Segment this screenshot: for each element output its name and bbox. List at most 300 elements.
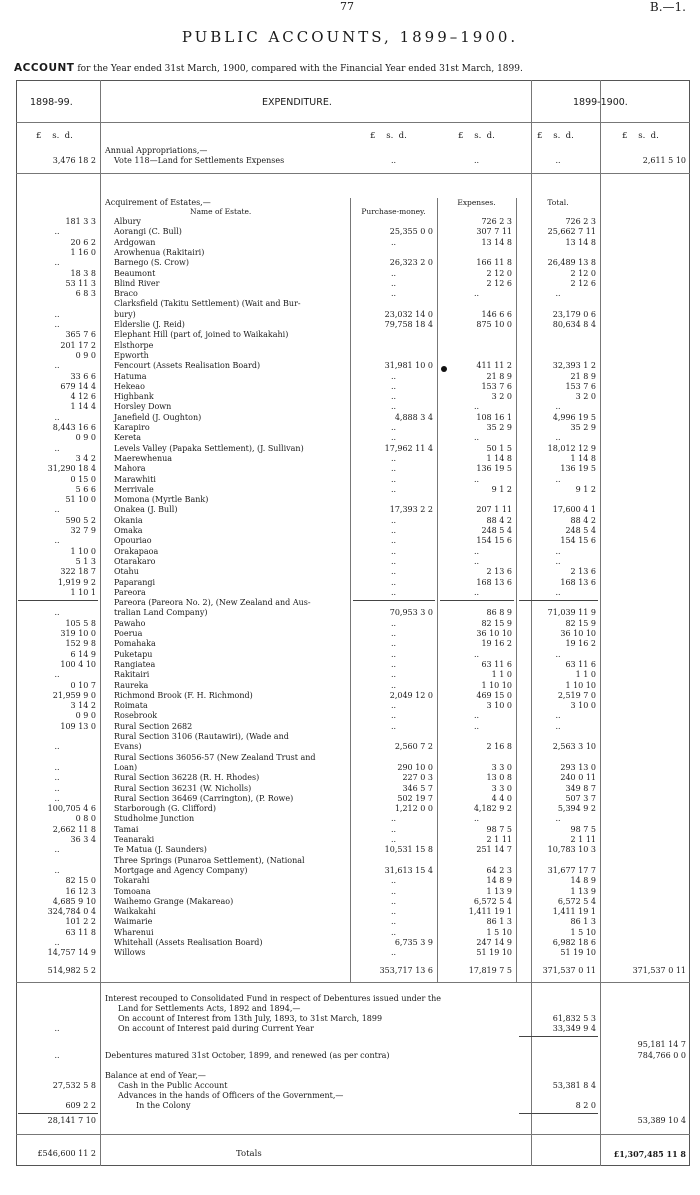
- estate-name: Rural Section 36228 (R. H. Rhodes): [114, 773, 260, 783]
- estates-total-total: 371,537 0 11: [542, 966, 596, 975]
- estate-pm: ..: [390, 567, 397, 577]
- estate-tot: 17,600 4 1: [552, 505, 596, 515]
- estate-pm: ..: [390, 546, 397, 556]
- annual-prev: 3,476 18 2: [52, 156, 96, 165]
- estate-prev: 8,443 16 6: [52, 423, 96, 432]
- estate-pm: ..: [390, 392, 397, 402]
- estate-tot: 1,411 19 1: [552, 907, 596, 917]
- estate-tot: 507 3 7: [565, 793, 596, 803]
- estate-tot: ..: [555, 546, 561, 556]
- estate-name: Te Matua (J. Saunders): [114, 845, 207, 855]
- estate-tot: 35 2 9: [570, 423, 596, 432]
- estate-pm: 2,560 7 2: [394, 742, 433, 752]
- estate-pm: ..: [390, 639, 397, 649]
- column-rule: [600, 80, 601, 1166]
- colony-prev: 609 2 2: [65, 1101, 96, 1110]
- estate-pm: ..: [390, 876, 397, 886]
- estate-prev: 14,757 14 9: [47, 948, 96, 958]
- estate-pm: ..: [390, 556, 397, 566]
- estate-prev: 4,685 9 10: [52, 896, 96, 906]
- estate-pm: ..: [390, 536, 397, 546]
- estate-prev: 82 15 0: [65, 876, 96, 886]
- estate-prev: 201 17 2: [60, 340, 96, 350]
- estate-name: Tomoana: [114, 886, 151, 896]
- estate-pm: ..: [390, 670, 397, 680]
- estate-pm: ..: [390, 237, 397, 247]
- estate-prev: 16 12 3: [65, 886, 96, 896]
- estate-pm: ..: [390, 268, 397, 278]
- estate-name: Rural Section 36469 (Carrington), (P. Rowe): [114, 793, 294, 803]
- estate-ex: 108 16 1: [476, 412, 512, 422]
- estate-name: Merrivale: [114, 484, 154, 494]
- estate-prev: 181 3 3: [65, 217, 96, 226]
- interest-curr: 95,181 14 7: [637, 1040, 686, 1049]
- estate-prev: ..: [54, 227, 60, 237]
- estate-name: Roimata: [114, 701, 148, 711]
- estate-prev: 53 11 3: [65, 278, 96, 288]
- estate-prev: 105 5 8: [65, 618, 96, 628]
- estate-prev: 1 10 0: [70, 546, 96, 556]
- estate-prev: 590 5 2: [65, 515, 96, 525]
- estate-prev: 0 9 0: [75, 433, 96, 443]
- estate-tot: 23,179 0 6: [552, 309, 596, 319]
- estate-prev: 0 10 7: [70, 680, 96, 690]
- estate-ex: 6,572 5 4: [473, 896, 512, 906]
- estate-ex: 136 19 5: [476, 464, 512, 474]
- estate-ex: 35 2 9: [486, 423, 512, 432]
- estate-ex: 4,182 9 2: [473, 804, 512, 814]
- estate-prev: 63 11 8: [65, 927, 96, 937]
- estates-total-prev: 514,982 5 2: [47, 966, 96, 975]
- interest-line-2: Land for Settlements Acts, 1892 and 1894,—: [118, 1004, 301, 1013]
- estate-name: Karapiro: [114, 423, 150, 432]
- totals-label: Totals: [236, 1149, 262, 1159]
- estate-tot: 86 1 3: [570, 917, 596, 927]
- total-header: Total.: [547, 198, 569, 207]
- estate-ex: 2 1 11: [486, 835, 512, 844]
- estate-name: Paparangi: [114, 577, 156, 587]
- colony-value: 8 2 0: [575, 1101, 596, 1110]
- estate-ex: ..: [473, 433, 480, 443]
- debentures-prev: ..: [54, 1051, 60, 1060]
- estate-ex: 64 2 3: [486, 865, 512, 875]
- estate-prev: 4 12 6: [70, 392, 96, 402]
- estate-name: Teanaraki: [114, 835, 155, 844]
- debentures-curr: 784,766 0 0: [637, 1051, 686, 1060]
- estate-tot: 31,677 17 7: [547, 865, 596, 875]
- estate-prev: 0 8 0: [75, 814, 96, 824]
- annual-label: Annual Appropriations,—: [105, 146, 208, 155]
- estate-ex: 251 14 7: [476, 845, 512, 855]
- cash-value: 53,381 8 4: [552, 1081, 596, 1090]
- estate-prev: ..: [54, 845, 60, 855]
- interest-line-4: On account of Interest paid during Current Year: [118, 1024, 314, 1033]
- estate-name: Rural Section 2682: [114, 721, 193, 731]
- estate-name: Ardgowan: [114, 237, 156, 247]
- empty-cell: ..: [473, 156, 480, 165]
- estate-ex: 98 7 5: [486, 824, 512, 834]
- estate-prev: ..: [54, 536, 60, 546]
- estate-pm: ..: [390, 948, 397, 958]
- estate-tot: 63 11 6: [565, 659, 596, 669]
- estate-prev: 0 15 0: [70, 474, 96, 484]
- estate-tot: 51 19 10: [560, 948, 596, 958]
- estate-ex: 3 10 0: [486, 701, 512, 711]
- estate-tot: 1 13 9: [570, 886, 596, 896]
- estate-ex: 1 14 8: [486, 453, 512, 463]
- estates-total-curr: 371,537 0 11: [632, 966, 686, 975]
- estate-name: Momona (Myrtle Bank): [114, 495, 209, 505]
- estate-ex: 13 14 8: [481, 237, 512, 247]
- estate-prev: 365 7 6: [65, 330, 96, 340]
- estate-prev: 3 4 2: [75, 453, 96, 463]
- estate-prev: 1 14 4: [70, 402, 96, 412]
- page-number: 77: [340, 0, 354, 13]
- estate-tot: 71,039 11 9: [547, 608, 596, 618]
- estate-pm: ..: [390, 474, 397, 484]
- estate-pm: ..: [390, 433, 397, 443]
- estate-name: Rural Section 3106 (Rautawiri), (Wade and: [114, 732, 289, 741]
- estate-ex: 19 16 2: [481, 639, 512, 649]
- estate-ex: 3 3 0: [491, 762, 512, 772]
- estate-prev: 32 7 9: [70, 526, 96, 535]
- estate-ex: ..: [473, 474, 480, 484]
- estate-ex: 13 0 8: [486, 773, 512, 783]
- cash-label: Cash in the Public Account: [118, 1081, 228, 1090]
- estate-name: Hatuma: [114, 371, 147, 381]
- estate-prev: ..: [54, 505, 60, 515]
- empty-cell: ..: [390, 156, 397, 165]
- advances-label: Advances in the hands of Officers of the Government,—: [118, 1091, 344, 1100]
- estate-pm: 70,953 3 0: [389, 608, 433, 618]
- estate-ex: 14 8 9: [486, 876, 512, 886]
- estate-prev: ..: [54, 742, 60, 752]
- estate-tot: 153 7 6: [565, 381, 596, 391]
- estate-name: bury): [114, 309, 136, 319]
- estate-tot: ..: [555, 721, 561, 731]
- estate-pm: ..: [390, 649, 397, 659]
- estate-ex: ..: [473, 402, 480, 412]
- estate-tot: ..: [555, 433, 561, 443]
- expenses-header: Expenses.: [457, 198, 496, 207]
- estate-prev: 51 10 0: [65, 495, 96, 505]
- estate-tot: 136 19 5: [560, 464, 596, 474]
- estate-pm: ..: [390, 402, 397, 412]
- estate-ex: 86 1 3: [486, 917, 512, 927]
- estate-tot: ..: [555, 402, 561, 412]
- estate-pm: ..: [390, 371, 397, 381]
- estate-ex: 51 19 10: [476, 948, 512, 958]
- estate-name: Tokarahi: [114, 876, 150, 886]
- estate-name: Willows: [114, 948, 146, 958]
- estate-name: Rangiatea: [114, 659, 156, 669]
- estate-pm: 346 5 7: [402, 783, 433, 793]
- estate-ex: 411 11 2: [476, 361, 512, 371]
- estate-name: Tamai: [114, 824, 139, 834]
- estate-pm: ..: [390, 835, 397, 844]
- estate-name: Mortgage and Agency Company): [114, 865, 248, 875]
- estate-pm: 10,531 15 8: [384, 845, 433, 855]
- estate-pm: ..: [390, 526, 397, 535]
- estate-tot: ..: [555, 556, 561, 566]
- estate-pm: ..: [390, 484, 397, 494]
- estate-prev: 100 4 10: [60, 659, 96, 669]
- estate-name: Rural Sections 36056-57 (New Zealand Trust and: [114, 752, 316, 762]
- estate-name: Horsley Down: [114, 402, 172, 412]
- estate-prev: 1 10 1: [70, 587, 96, 597]
- estate-ex: 875 10 0: [476, 320, 512, 329]
- estate-pm: ..: [390, 453, 397, 463]
- estate-ex: 3 2 0: [491, 392, 512, 402]
- estate-tot: 240 0 11: [560, 773, 596, 783]
- balance-curr: 53,389 10 4: [637, 1116, 686, 1125]
- estate-ex: 1 13 9: [486, 886, 512, 896]
- estate-tot: 2 13 6: [570, 567, 596, 577]
- estate-prev: 100,705 4 6: [47, 804, 96, 814]
- estate-pm: 17,962 11 4: [384, 443, 433, 453]
- estate-pm: ..: [390, 907, 397, 917]
- estate-pm: 31,981 10 0: [384, 361, 433, 371]
- estate-prev: ..: [54, 793, 60, 803]
- estate-name: Pareora (Pareora No. 2), (New Zealand and Aus-: [114, 598, 311, 608]
- estate-name: Elephant Hill (part of, joined to Waikakahi): [114, 330, 289, 340]
- estate-pm: ..: [390, 927, 397, 937]
- estate-tot: 14 8 9: [570, 876, 596, 886]
- estate-ex: 2 12 0: [486, 268, 512, 278]
- estate-name: Barnego (S. Crow): [114, 258, 189, 268]
- estate-pm: ..: [390, 289, 397, 299]
- sum-rule: [353, 600, 435, 601]
- estate-name: Highbank: [114, 392, 154, 402]
- estate-pm: ..: [390, 587, 397, 597]
- estates-total-expenses: 17,819 7 5: [468, 966, 512, 975]
- estate-tot: 1 10 10: [565, 680, 596, 690]
- estate-ex: 247 14 9: [476, 938, 512, 947]
- estate-prev: ..: [54, 670, 60, 680]
- estate-prev: 5 6 6: [75, 484, 96, 494]
- estate-name: Orakapaoa: [114, 546, 159, 556]
- estate-tot: ..: [555, 587, 561, 597]
- estate-tot: 2 1 11: [570, 835, 596, 844]
- empty-cell: ..: [555, 156, 561, 165]
- estate-prev: ..: [54, 412, 60, 422]
- estates-total-purchase: 353,717 13 6: [379, 966, 433, 975]
- estate-tot: 13 14 8: [565, 237, 596, 247]
- acquirement-label: Acquirement of Estates,—: [105, 198, 211, 207]
- estate-pm: 26,323 2 0: [389, 258, 433, 268]
- estate-prev: 2,662 11 8: [52, 824, 96, 834]
- estate-name: Pareora: [114, 587, 146, 597]
- estate-tot: 80,634 8 4: [552, 320, 596, 329]
- estate-pm: 502 19 7: [397, 793, 433, 803]
- estate-pm: 290 10 0: [397, 762, 433, 772]
- estate-prev: 322 18 7: [60, 567, 96, 577]
- prev-year-header: 1898-99.: [30, 97, 73, 108]
- estate-ex: 168 13 6: [476, 577, 512, 587]
- estate-prev: 679 14 4: [60, 381, 96, 391]
- header-rule: [16, 122, 690, 123]
- estate-ex: ..: [473, 587, 480, 597]
- estate-ex: 207 1 11: [476, 505, 512, 515]
- estate-tot: 2 12 0: [570, 268, 596, 278]
- balance-label: Balance at end of Year,—: [105, 1071, 206, 1080]
- estate-prev: ..: [54, 938, 60, 947]
- estate-name: Waikakahi: [114, 907, 156, 917]
- estate-pm: ..: [390, 896, 397, 906]
- estate-pm: ..: [390, 824, 397, 834]
- purchase-header: Purchase-money.: [361, 207, 426, 216]
- estate-name: Studholme Junction: [114, 814, 195, 824]
- estate-prev: ..: [54, 443, 60, 453]
- estate-pm: ..: [390, 381, 397, 391]
- estate-tot: 9 1 2: [575, 484, 596, 494]
- estate-name: Clarksfield (Takitu Settlement) (Wait and Bur-: [114, 299, 301, 309]
- estate-name: Fencourt (Assets Realisation Board): [114, 361, 261, 371]
- estate-ex: 146 6 6: [481, 309, 512, 319]
- estate-ex: 21 8 9: [486, 371, 512, 381]
- estate-pm: ..: [390, 577, 397, 587]
- lsd-header: £ s. d.: [370, 131, 407, 141]
- estate-prev: ..: [54, 258, 60, 268]
- estate-pm: ..: [390, 917, 397, 927]
- estate-name: Pawaho: [114, 618, 146, 628]
- estate-ex: 4 4 0: [491, 793, 512, 803]
- estate-tot: 26,489 13 8: [547, 258, 596, 268]
- estate-ex: 9 1 2: [491, 484, 512, 494]
- estate-prev: 3 14 2: [70, 701, 96, 711]
- sum-rule: [519, 1113, 598, 1114]
- estate-name: Three Springs (Punaroa Settlement), (National: [114, 855, 305, 865]
- estate-prev: 324,784 0 4: [47, 907, 96, 917]
- estate-pm: ..: [390, 886, 397, 896]
- estate-prev: 319 10 0: [60, 629, 96, 638]
- estate-tot: 36 10 10: [560, 629, 596, 638]
- sum-rule: [18, 600, 98, 601]
- estate-name: Hekeao: [114, 381, 145, 391]
- estate-name: Elsthorpe: [114, 340, 154, 350]
- estate-pm: 4,888 3 4: [394, 412, 433, 422]
- estate-prev: 6 8 3: [75, 289, 96, 299]
- estate-tot: 18,012 12 9: [547, 443, 596, 453]
- estate-name: Blind River: [114, 278, 160, 288]
- interest-value-1: 61,832 5 3: [552, 1014, 596, 1023]
- estate-pm: 6,735 3 9: [394, 938, 433, 947]
- estate-name: Janefield (J. Oughton): [114, 412, 202, 422]
- estate-name: Loan): [114, 762, 138, 772]
- estate-name: Richmond Brook (F. H. Richmond): [114, 690, 253, 700]
- estate-prev: 0 9 0: [75, 350, 96, 360]
- estate-name: Evans): [114, 742, 142, 752]
- estate-tot: 4,996 19 5: [552, 412, 596, 422]
- estate-tot: 6,572 5 4: [557, 896, 596, 906]
- ink-dot: [441, 366, 447, 372]
- totals-curr: £1,307,485 11 8: [613, 1149, 686, 1159]
- balance-prev-total: 28,141 7 10: [47, 1116, 96, 1125]
- estate-ex: ..: [473, 546, 480, 556]
- estate-pm: ..: [390, 721, 397, 731]
- lsd-header: £ s. d.: [622, 131, 659, 141]
- estate-ex: 63 11 6: [481, 659, 512, 669]
- sum-rule: [519, 600, 598, 601]
- estate-tot: 1 5 10: [570, 927, 596, 937]
- estate-pm: ..: [390, 629, 397, 638]
- estate-tot: 3 10 0: [570, 701, 596, 711]
- estate-prev: 101 2 2: [65, 917, 96, 927]
- estate-name: Omaka: [114, 526, 143, 535]
- estate-prev: ..: [54, 608, 60, 618]
- estate-pm: 1,212 0 0: [394, 804, 433, 814]
- estate-ex: 88 4 2: [486, 515, 512, 525]
- empty-cell: ..: [54, 1024, 60, 1033]
- estate-name: Braco: [114, 289, 138, 299]
- estate-name: Poerua: [114, 629, 143, 638]
- estate-prev: 21,959 9 0: [52, 690, 96, 700]
- estate-tot: 88 4 2: [570, 515, 596, 525]
- section-rule: [16, 173, 690, 174]
- estate-prev: 36 3 4: [70, 835, 96, 844]
- estate-ex: 3 3 0: [491, 783, 512, 793]
- estate-name: Arowhenua (Rakitairi): [114, 247, 205, 257]
- debentures-label: Debentures matured 31st October, 1899, and renewed (as per contra): [105, 1051, 390, 1060]
- estate-pm: ..: [390, 680, 397, 690]
- estate-ex: 153 7 6: [481, 381, 512, 391]
- lsd-header: £ s. d.: [458, 131, 495, 141]
- estate-name: Otarakaro: [114, 556, 156, 566]
- estate-prev: ..: [54, 309, 60, 319]
- estate-tot: 21 8 9: [570, 371, 596, 381]
- sum-rule: [519, 1036, 598, 1037]
- estate-ex: 82 15 9: [481, 618, 512, 628]
- estate-ex: 726 2 3: [481, 217, 512, 226]
- estate-ex: 2 13 6: [486, 567, 512, 577]
- estate-name: Pomahaka: [114, 639, 156, 649]
- estate-ex: 1,411 19 1: [468, 907, 512, 917]
- estate-name: Raureka: [114, 680, 149, 690]
- estate-tot: ..: [555, 289, 561, 299]
- estate-tot: 2 12 6: [570, 278, 596, 288]
- estate-tot: ..: [555, 474, 561, 484]
- estate-tot: 154 15 6: [560, 536, 596, 546]
- estate-ex: ..: [473, 649, 480, 659]
- estate-ex: 1 5 10: [486, 927, 512, 937]
- estate-tot: 98 7 5: [570, 824, 596, 834]
- estate-ex: ..: [473, 556, 480, 566]
- estate-name: Aorangi (C. Bull): [114, 227, 182, 237]
- estate-name: Maerewhenua: [114, 453, 173, 463]
- estate-tot: 3 2 0: [575, 392, 596, 402]
- estate-name: Waimarie: [114, 917, 153, 927]
- estate-tot: 25,662 7 11: [547, 227, 596, 237]
- estate-prev: 33 6 6: [70, 371, 96, 381]
- estate-name: Wharenui: [114, 927, 154, 937]
- column-rule: [100, 80, 101, 1166]
- estate-tot: 19 16 2: [565, 639, 596, 649]
- lsd-header: £ s. d.: [537, 131, 574, 141]
- estate-pm: ..: [390, 711, 397, 721]
- estate-prev: 20 6 2: [70, 237, 96, 247]
- annual-vote: Vote 118—Land for Settlements Expenses: [114, 156, 285, 165]
- estate-pm: 17,393 2 2: [389, 505, 433, 515]
- estate-name: Kereta: [114, 433, 142, 443]
- lsd-header: £ s. d.: [36, 131, 73, 141]
- estate-ex: 2 12 6: [486, 278, 512, 288]
- estate-tot: 5,394 9 2: [557, 804, 596, 814]
- estate-name: Rural Section 36231 (W. Nicholls): [114, 783, 252, 793]
- estate-prev: 31,290 18 4: [47, 464, 96, 474]
- section-rule: [16, 982, 690, 983]
- estate-tot: 349 8 7: [565, 783, 596, 793]
- estate-tot: 293 13 0: [560, 762, 596, 772]
